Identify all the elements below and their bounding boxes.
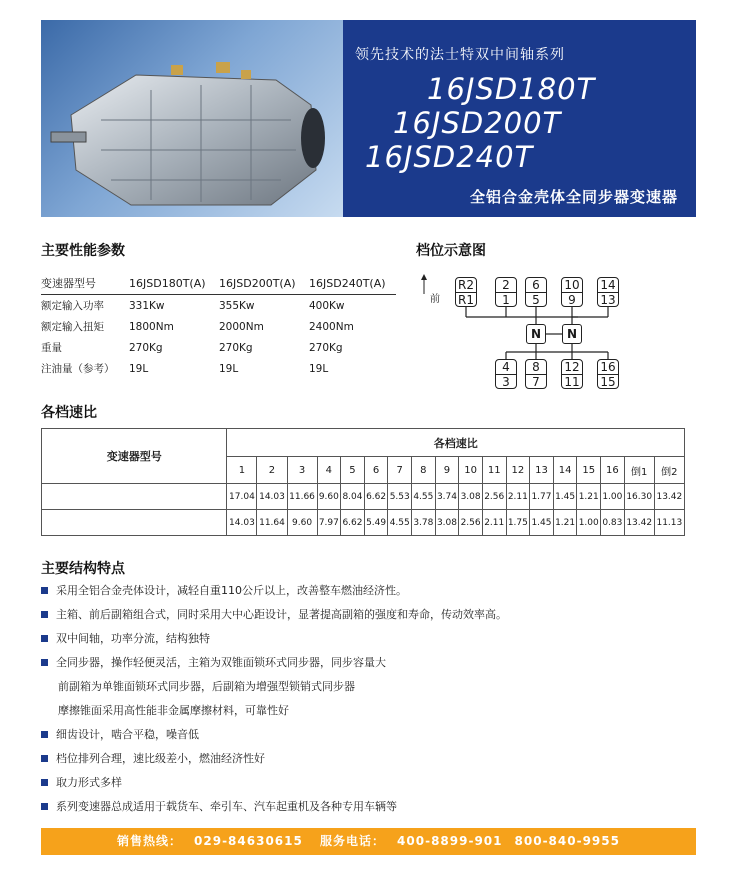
ratio-value: 14.03 (257, 484, 287, 510)
param-label: 重量 (41, 342, 62, 354)
banner-subtitle: 全铝合金壳体全同步器变速器 (469, 188, 678, 206)
feature-text: 摩擦锥面采用高性能非金属摩擦材料，可靠性好 (58, 704, 289, 717)
feature-text: 采用全铝合金壳体设计，减轻自重110公斤以上，改善整车燃油经济性。 (56, 584, 407, 597)
gear-box-reverse (455, 277, 477, 307)
ratio-header-row (42, 429, 685, 457)
feature-item (41, 654, 386, 670)
gear-label: 13 (598, 292, 618, 307)
param-value: 331Kw (129, 299, 165, 312)
square-bullet-icon (41, 659, 48, 666)
ratio-value: 16.30 (624, 484, 654, 510)
ratio-value: 5.53 (388, 484, 412, 510)
params-row (41, 358, 396, 379)
gear-box (561, 277, 583, 307)
ratio-value: 13.42 (654, 484, 684, 510)
ratio-value: 9.60 (317, 484, 341, 510)
param-value: 355Kw (219, 299, 255, 312)
gear-label: 5 (526, 292, 546, 307)
ratio-value: 1.21 (553, 510, 577, 536)
service-phone: 400-8899-901 (397, 834, 503, 848)
square-bullet-icon (41, 635, 48, 642)
sales-label: 销售热线： (117, 834, 183, 848)
gear-box (597, 359, 619, 389)
ratio-value: 0.83 (601, 510, 625, 536)
gearbox-photo (41, 20, 343, 217)
params-header-cell: 16JSD200T(A) (219, 272, 309, 295)
ratio-value: 1.45 (553, 484, 577, 510)
param-value: 400Kw (309, 299, 345, 312)
ratio-gear-column: 16 (601, 457, 625, 484)
feature-item (41, 606, 507, 622)
ratio-value: 1.21 (577, 484, 601, 510)
feature-item (41, 630, 210, 646)
gear-label: 8 (532, 360, 540, 374)
ratio-model-cell: 16JSD180TA/16JSD200TA/16JSD240TA (42, 510, 227, 536)
params-row (41, 295, 396, 317)
ratio-gear-column: 11 (482, 457, 506, 484)
ratio-gear-column: 4 (317, 457, 341, 484)
square-bullet-icon (41, 779, 48, 786)
ratio-model-cell: 16JSD180T/16JSD200T/16JSD240T (42, 484, 227, 510)
ratio-value: 11.64 (257, 510, 287, 536)
gear-label: 9 (562, 292, 582, 307)
params-header-cell: 16JSD180T(A) (129, 272, 219, 295)
feature-item (41, 774, 122, 790)
ratio-value: 1.45 (530, 510, 554, 536)
gear-box (525, 277, 547, 307)
gear-label: 12 (564, 360, 580, 374)
gear-box (597, 277, 619, 307)
gear-label: 11 (562, 374, 582, 389)
ratio-table (41, 428, 685, 536)
square-bullet-icon (41, 803, 48, 810)
feature-item (58, 678, 355, 694)
series-tagline: 领先技术的法士特双中间轴系列 (355, 47, 565, 63)
ratio-value: 3.08 (459, 484, 483, 510)
feature-text: 全同步器，操作轻便灵活，主箱为双锥面锁环式同步器，同步容量大 (56, 656, 386, 669)
square-bullet-icon (41, 587, 48, 594)
gear-box (495, 359, 517, 389)
ratio-model-header: 变速器型号 (42, 429, 227, 484)
model-name: 16JSD240T (365, 140, 534, 174)
gear-label: 14 (600, 278, 616, 292)
params-table (41, 272, 396, 379)
ratio-value: 1.77 (530, 484, 554, 510)
feature-item (58, 702, 289, 718)
forward-label: 前 (430, 294, 440, 305)
ratio-value: 2.56 (482, 484, 506, 510)
ratio-value: 3.78 (412, 510, 436, 536)
gear-label: 10 (564, 278, 580, 292)
ratio-value: 11.13 (654, 510, 684, 536)
param-value: 19L (219, 362, 239, 375)
ratio-value: 6.62 (364, 484, 388, 510)
gear-label: 2 (502, 278, 510, 292)
ratio-value: 6.62 (341, 510, 365, 536)
gear-label: 6 (532, 278, 540, 292)
feature-item (41, 798, 397, 814)
ratio-title: 各档速比 (41, 405, 97, 421)
features-title: 主要结构特点 (41, 561, 125, 577)
gear-label: 16 (600, 360, 616, 374)
ratio-gear-column: 14 (553, 457, 577, 484)
square-bullet-icon (41, 611, 48, 618)
ratio-gear-column: 2 (257, 457, 287, 484)
ratio-value: 14.03 (227, 510, 257, 536)
neutral-box: N (526, 324, 546, 344)
params-header-row (41, 272, 396, 295)
ratio-value: 1.75 (506, 510, 530, 536)
param-label: 额定输入扭矩 (41, 321, 104, 333)
gear-label: 3 (496, 374, 516, 389)
ratio-value: 4.55 (388, 510, 412, 536)
param-label: 额定输入功率 (41, 300, 104, 312)
ratio-gear-column: 倒1 (624, 457, 654, 484)
gear-label: 15 (598, 374, 618, 389)
param-value: 1800Nm (129, 320, 174, 333)
ratio-gear-column: 15 (577, 457, 601, 484)
gear-label: 4 (502, 360, 510, 374)
gear-box (561, 359, 583, 389)
ratio-value: 2.11 (482, 510, 506, 536)
ratio-value: 17.04 (227, 484, 257, 510)
service-label: 服务电话： (320, 834, 386, 848)
ratio-value: 1.00 (601, 484, 625, 510)
ratio-value: 7.97 (317, 510, 341, 536)
model-name: 16JSD200T (393, 106, 562, 140)
ratio-value: 9.60 (287, 510, 317, 536)
params-header-cell: 变速器型号 (41, 272, 129, 295)
ratio-value: 3.74 (435, 484, 459, 510)
feature-text: 双中间轴，功率分流，结构独特 (56, 632, 210, 645)
ratio-value: 3.08 (435, 510, 459, 536)
feature-item (41, 726, 199, 742)
feature-text: 前副箱为单锥面锁环式同步器，后副箱为增强型锁销式同步器 (58, 680, 355, 693)
feature-text: 系列变速器总成适用于载货车、牵引车、汽车起重机及各种专用车辆等 (56, 800, 397, 813)
params-header-cell: 16JSD240T(A) (309, 272, 396, 295)
param-label: 注油量（参考） (41, 363, 115, 375)
param-value: 19L (309, 362, 329, 375)
ratio-value: 13.42 (624, 510, 654, 536)
ratio-gear-column: 3 (287, 457, 317, 484)
param-value: 19L (129, 362, 149, 375)
ratio-value: 2.11 (506, 484, 530, 510)
param-value: 2000Nm (219, 320, 264, 333)
ratio-row (42, 510, 685, 536)
service-phone: 800-840-9955 (514, 834, 620, 848)
feature-text: 主箱、前后副箱组合式，同时采用大中心距设计，显著提高副箱的强度和寿命，传动效率高。 (56, 608, 507, 621)
header-banner (343, 20, 696, 217)
gear-box (495, 277, 517, 307)
feature-item (41, 750, 265, 766)
param-value: 2400Nm (309, 320, 354, 333)
ratio-gear-column: 5 (341, 457, 365, 484)
ratio-gear-column: 12 (506, 457, 530, 484)
gear-label: 7 (526, 374, 546, 389)
ratio-value: 11.66 (287, 484, 317, 510)
gear-shift-diagram (412, 272, 692, 394)
feature-text: 取力形式多样 (56, 776, 122, 789)
params-row (41, 316, 396, 337)
ratio-value: 1.00 (577, 510, 601, 536)
ratio-gear-column: 8 (412, 457, 436, 484)
model-name: 16JSD180T (427, 72, 596, 106)
ratio-value: 2.56 (459, 510, 483, 536)
param-value: 270Kg (309, 341, 343, 354)
ratio-gear-column: 9 (435, 457, 459, 484)
square-bullet-icon (41, 731, 48, 738)
ratio-gear-column: 6 (364, 457, 388, 484)
contact-footer (41, 828, 696, 855)
ratio-gear-column: 13 (530, 457, 554, 484)
ratio-gear-column: 7 (388, 457, 412, 484)
param-value: 270Kg (219, 341, 253, 354)
gear-label: R1 (456, 292, 476, 307)
params-title: 主要性能参数 (41, 243, 125, 259)
gear-box (525, 359, 547, 389)
feature-text: 档位排列合理，速比级差小，燃油经济性好 (56, 752, 265, 765)
ratio-gears-header: 各档速比 (227, 429, 685, 457)
gear-label: 1 (496, 292, 516, 307)
sales-phone: 029-84630615 (194, 834, 303, 848)
ratio-gear-column: 1 (227, 457, 257, 484)
ratio-value: 5.49 (364, 510, 388, 536)
gear-label: R2 (458, 278, 474, 292)
feature-item (41, 582, 407, 598)
param-value: 270Kg (129, 341, 163, 354)
neutral-box: N (562, 324, 582, 344)
ratio-value: 4.55 (412, 484, 436, 510)
square-bullet-icon (41, 755, 48, 762)
ratio-gear-column: 倒2 (654, 457, 684, 484)
ratio-value: 8.04 (341, 484, 365, 510)
ratio-gear-column: 10 (459, 457, 483, 484)
ratio-row (42, 484, 685, 510)
gear-diagram-title: 档位示意图 (416, 243, 486, 259)
feature-text: 细齿设计，啮合平稳，噪音低 (56, 728, 199, 741)
gearbox-illustration (41, 20, 343, 217)
shift-lines (412, 272, 692, 394)
params-row (41, 337, 396, 358)
